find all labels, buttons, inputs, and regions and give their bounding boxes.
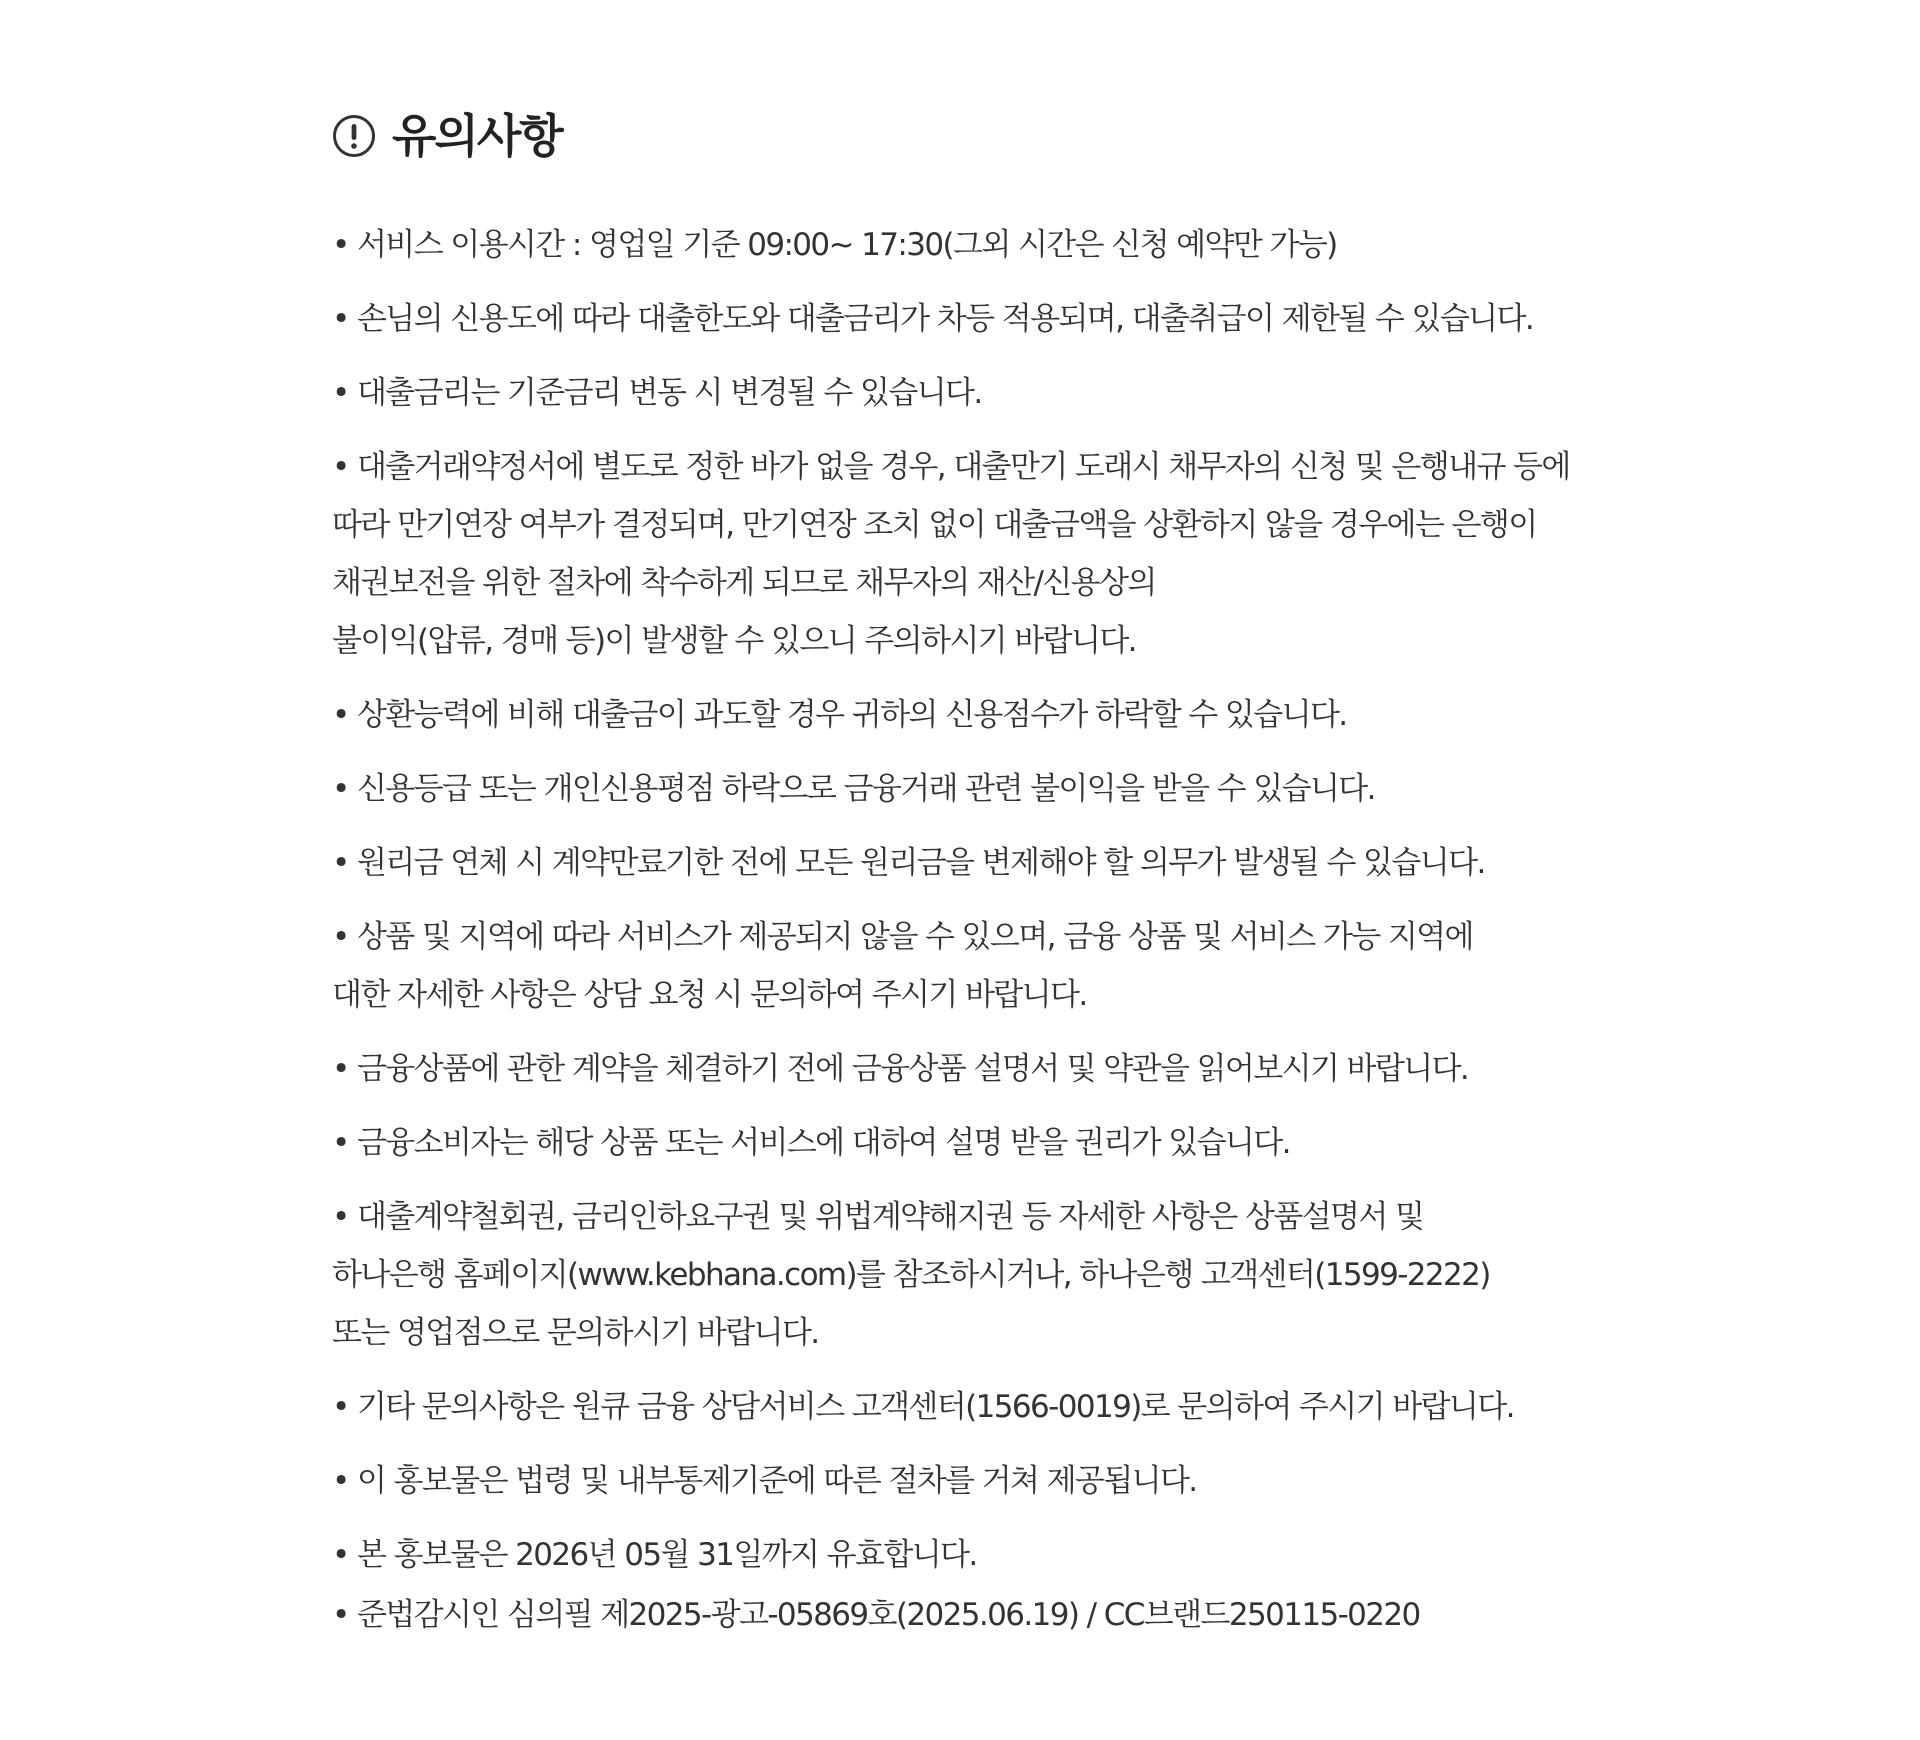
- exclamation-circle-icon: [332, 114, 376, 158]
- notice-item-line: • 이 홍보물은 법령 및 내부통제기준에 따른 절차를 거쳐 제공됩니다.: [332, 1463, 1197, 1499]
- notice-item-line: • 금융상품에 관한 계약을 체결하기 전에 금융상품 설명서 및 약관을 읽어보시기 바랍니다.: [332, 1051, 1469, 1087]
- notice-item: [332, 908, 1712, 1024]
- notice-item-line: 또는 영업점으로 문의하시기 바랍니다.: [332, 1315, 819, 1351]
- notice-header: [332, 108, 562, 164]
- notice-item-line: • 원리금 연체 시 계약만료기한 전에 모든 원리금을 변제해야 할 의무가 발생될 수 있습니다.: [332, 845, 1485, 881]
- notice-item-line: • 손님의 신용도에 따라 대출한도와 대출금리가 차등 적용되며, 대출취급이 제한될 수 있습니다.: [332, 301, 1534, 337]
- notice-item: [332, 1452, 1712, 1510]
- notice-item-line: 대한 자세한 사항은 상담 요청 시 문의하여 주시기 바랍니다.: [332, 977, 1087, 1013]
- notice-item: [332, 1378, 1712, 1436]
- notice-item-line: • 금융소비자는 해당 상품 또는 서비스에 대하여 설명 받을 권리가 있습니다.: [332, 1125, 1290, 1161]
- notice-item-line: • 대출금리는 기준금리 변동 시 변경될 수 있습니다.: [332, 375, 982, 411]
- notice-item-line: • 본 홍보물은 2026년 05월 31일까지 유효합니다.: [332, 1537, 977, 1573]
- notice-item-line: • 대출거래약정서에 별도로 정한 바가 없을 경우, 대출만기 도래시 채무자의 신청 및 은행내규 등에: [332, 449, 1570, 485]
- notice-item: [332, 290, 1712, 348]
- notice-item-line: 따라 만기연장 여부가 결정되며, 만기연장 조치 없이 대출금액을 상환하지 않을 경우에는 은행이: [332, 507, 1537, 543]
- notice-item: [332, 438, 1712, 670]
- notice-item-line: • 상품 및 지역에 따라 서비스가 제공되지 않을 수 있으며, 금융 상품 및 서비스 가능 지역에: [332, 919, 1473, 955]
- notice-item: [332, 216, 1712, 274]
- notice-item-line: • 신용등급 또는 개인신용평점 하락으로 금융거래 관련 불이익을 받을 수 있습니다.: [332, 771, 1375, 807]
- notice-item: [332, 760, 1712, 818]
- notice-item: [332, 1040, 1712, 1098]
- notice-item: [332, 1586, 1712, 1644]
- notice-title: 유의사항: [392, 109, 562, 163]
- notice-item-line: • 기타 문의사항은 원큐 금융 상담서비스 고객센터(1566-0019)로 문의하여 주시기 바랍니다.: [332, 1389, 1514, 1425]
- notice-item-line: • 준법감시인 심의필 제2025-광고-05869호(2025.06.19) / CC브랜드250115-0220: [332, 1597, 1420, 1633]
- notice-item: [332, 364, 1712, 422]
- notice-list: [332, 216, 1712, 1660]
- notice-item: [332, 1114, 1712, 1172]
- notice-item: [332, 834, 1712, 892]
- notice-item: [332, 686, 1712, 744]
- notice-item-line: 채권보전을 위한 절차에 착수하게 되므로 채무자의 재산/신용상의: [332, 565, 1156, 601]
- notice-item-line: 불이익(압류, 경매 등)이 발생할 수 있으니 주의하시기 바랍니다.: [332, 623, 1136, 659]
- notice-item: [332, 1188, 1712, 1362]
- notice-item-line: • 대출계약철회권, 금리인하요구권 및 위법계약해지권 등 자세한 사항은 상품설명서 및: [332, 1199, 1424, 1235]
- notice-item-line: 하나은행 홈페이지(www.kebhana.com)를 참조하시거나, 하나은행 고객센터(1599-2222): [332, 1257, 1490, 1293]
- notice-item-line: • 상환능력에 비해 대출금이 과도할 경우 귀하의 신용점수가 하락할 수 있습니다.: [332, 697, 1347, 733]
- notice-item-line: • 서비스 이용시간 : 영업일 기준 09:00~ 17:30(그외 시간은 신청 예약만 가능): [332, 227, 1337, 263]
- notice-item: [332, 1526, 1712, 1584]
